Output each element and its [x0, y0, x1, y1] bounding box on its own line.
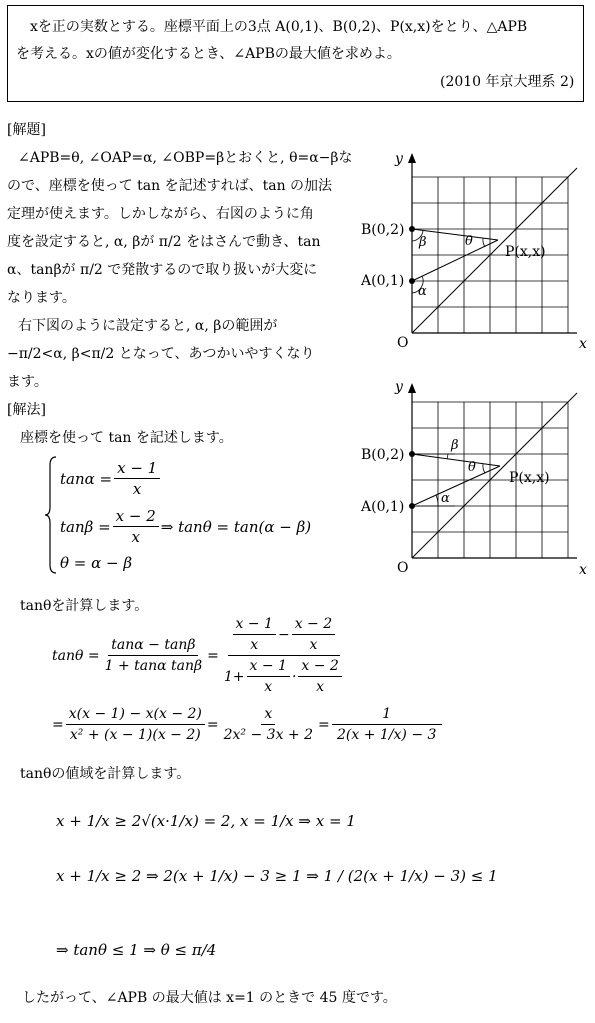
- problem-line-2: を考える。xの値が変化するとき、∠APBの最大値を求めよ。: [16, 46, 401, 62]
- figure-1-y-label: y: [395, 151, 403, 167]
- figure-1: [355, 143, 595, 353]
- figure-2-beta-arc: [447, 454, 448, 459]
- figure-1-point-b: [409, 226, 415, 232]
- calc-line-1: tanθ = $\frac{\tan\alpha - \tan\beta}{\text{1 + tanα tanβ}}$ = $\frac{x - 1}{x}$ − $\frac{x - 2}{x}$ 1+ $\frac{x - 1}{x}$ · $\frac{x - 2}{x}$: [52, 614, 349, 697]
- figure-1-beta: β: [419, 235, 427, 250]
- ineq-line-3: ⇒ tanθ ≤ 1 ⇒ θ ≤ π/4: [56, 941, 217, 959]
- figure-2-alpha: α: [441, 491, 450, 506]
- figure-2-theta: θ: [468, 460, 476, 475]
- figure-1-x-label: x: [579, 336, 587, 352]
- figure-1-theta: θ: [465, 234, 473, 249]
- figure-1-label-b: B(0,2): [361, 222, 405, 238]
- commentary-line: 度を設定すると, α, βが π/2 をはさんで動き、tan: [7, 234, 321, 250]
- commentary-line: −π/2<α, β<π/2 となって、あつかいやすくなり: [7, 346, 315, 362]
- commentary-line: ます。: [7, 374, 48, 390]
- method-heading: [解法]: [7, 402, 46, 418]
- tan-alpha-eq: tanα = $\frac{x - 1}{x}$: [60, 458, 162, 499]
- figure-2-x-label: x: [579, 562, 587, 578]
- figure-2-line-y-eq-x: [412, 393, 577, 558]
- calc-line-2: = $\frac{x(x - 1) - x(x - 2)}{\text{x² + (x − 1)(x − 2)}}$ = $\frac{x}{\text{2x² − 3x + 2}}$ = $\frac{1}{2(x + 1/x) - 3}$: [52, 704, 444, 745]
- commentary-line: 定理が使えます。しかしながら、右図のように角: [7, 206, 314, 222]
- figure-2-label-a: A(0,1): [361, 499, 405, 515]
- commentary-line: ∠APB=θ, ∠OAP=α, ∠OBP=βとおくと, θ=α−βな: [18, 150, 353, 166]
- range-intro: tanθの値域を計算します。: [20, 766, 191, 782]
- figure-2-origin: O: [397, 560, 409, 576]
- commentary-line: α、tanβが π/2 で発散するので取り扱いが大変に: [7, 262, 318, 278]
- figure-2-segment-bp: [412, 454, 500, 466]
- tan-beta-eq: tanβ = $\frac{x - 2}{x}$ ⇒ tanθ = tan(α − β): [60, 507, 312, 546]
- calc-intro: tanθを計算します。: [20, 598, 149, 614]
- figure-2-point-a: [409, 503, 415, 509]
- commentary-heading: [解題]: [7, 122, 46, 138]
- commentary-line: ので、座標を使って tan を記述すれば、tan の加法: [7, 178, 333, 194]
- ineq-line-2: x + 1/x ≥ 2 ⇒ 2(x + 1/x) − 3 ≥ 1 ⇒ 1 / (2(x + 1/x) − 3) ≤ 1: [56, 867, 498, 885]
- figure-2-y-label: y: [395, 379, 403, 395]
- figure-1-line-y-eq-x: [412, 168, 577, 333]
- ineq-line-1: x + 1/x ≥ 2√(x·1/x) = 2, x = 1/x ⇒ x = 1: [56, 812, 356, 830]
- figure-1-origin: O: [397, 335, 409, 351]
- figure-2-segment-ap: [412, 466, 500, 506]
- figure-1-label-p: P(x,x): [505, 244, 546, 260]
- figure-1-y-arrow: [408, 153, 416, 163]
- figure-1-alpha: α: [418, 284, 427, 299]
- system-brace: [44, 455, 58, 575]
- figure-2: [355, 373, 595, 583]
- figure-2-y-arrow: [408, 383, 416, 393]
- figure-1-label-a: A(0,1): [361, 273, 405, 289]
- figure-2-beta: β: [451, 438, 459, 453]
- method-intro: 座標を使って tan を記述します。: [20, 430, 233, 446]
- figure-1-point-a: [409, 278, 415, 284]
- figure-2-label-p: P(x,x): [509, 470, 550, 486]
- conclusion: したがって、∠APB の最大値は x=1 のときで 45 度です。: [22, 990, 397, 1006]
- problem-source: (2010 年京大理系 2): [440, 74, 575, 90]
- problem-line-1: xを正の実数とする。座標平面上の3点 A(0,1)、B(0,2)、P(x,x)をとり、△APB: [30, 19, 528, 35]
- commentary-line: 右下図のように設定すると, α, βの範囲が: [18, 318, 278, 334]
- figure-2-theta-arc: [483, 464, 485, 473]
- theta-def-eq: θ = α − β: [60, 554, 133, 572]
- figure-1-theta-arc: [483, 238, 485, 247]
- figure-2-point-b: [409, 451, 415, 457]
- figure-2-label-b: B(0,2): [361, 447, 405, 463]
- commentary-line: なります。: [7, 290, 76, 306]
